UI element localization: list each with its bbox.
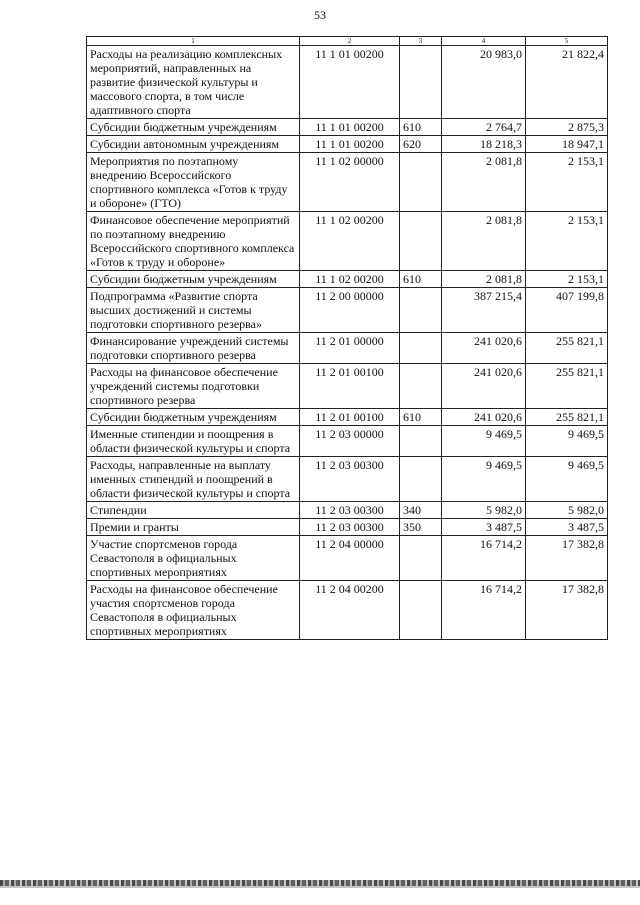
row-name-cell: Стипендии xyxy=(87,502,300,519)
row-code-cell: 11 2 04 00200 xyxy=(300,581,400,640)
row-amount-2-cell: 255 821,1 xyxy=(526,333,608,364)
row-amount-1-cell: 9 469,5 xyxy=(442,426,526,457)
row-expense-type-cell: 610 xyxy=(400,271,442,288)
row-amount-2-cell: 21 822,4 xyxy=(526,46,608,119)
row-expense-type-cell: 340 xyxy=(400,502,442,519)
row-expense-type-cell: 610 xyxy=(400,119,442,136)
row-amount-1-cell: 387 215,4 xyxy=(442,288,526,333)
row-amount-2-cell: 9 469,5 xyxy=(526,426,608,457)
row-code-cell: 11 1 02 00200 xyxy=(300,271,400,288)
header-col-5: 5 xyxy=(526,37,608,46)
row-expense-type-cell xyxy=(400,536,442,581)
row-name-cell: Субсидии автономным учреждениям xyxy=(87,136,300,153)
row-code-cell: 11 2 04 00000 xyxy=(300,536,400,581)
table-row xyxy=(87,409,608,426)
table-row xyxy=(87,153,608,212)
row-code-cell: 11 2 03 00300 xyxy=(300,457,400,502)
table-row xyxy=(87,288,608,333)
row-amount-1-cell: 241 020,6 xyxy=(442,364,526,409)
row-name-cell: Расходы, направленные на выплату именных стипендий и поощрений в области физической культуры и спорта xyxy=(87,457,300,502)
row-amount-1-cell: 16 714,2 xyxy=(442,536,526,581)
row-code-cell: 11 2 03 00300 xyxy=(300,519,400,536)
row-name-cell: Расходы на реализацию комплексных мероприятий, направленных на развитие физической культуры и массового спорта, в том числе адаптивного спорта xyxy=(87,46,300,119)
row-amount-1-cell: 241 020,6 xyxy=(442,333,526,364)
row-code-cell: 11 2 03 00300 xyxy=(300,502,400,519)
row-amount-2-cell: 5 982,0 xyxy=(526,502,608,519)
row-expense-type-cell xyxy=(400,153,442,212)
scan-artifact-line xyxy=(0,886,640,888)
row-amount-2-cell: 2 153,1 xyxy=(526,271,608,288)
row-expense-type-cell xyxy=(400,364,442,409)
row-expense-type-cell xyxy=(400,426,442,457)
table-row xyxy=(87,46,608,119)
row-name-cell: Именные стипендии и поощрения в области физической культуры и спорта xyxy=(87,426,300,457)
row-amount-1-cell: 18 218,3 xyxy=(442,136,526,153)
row-amount-2-cell: 2 153,1 xyxy=(526,212,608,271)
row-name-cell: Субсидии бюджетным учреждениям xyxy=(87,119,300,136)
row-amount-1-cell: 241 020,6 xyxy=(442,409,526,426)
budget-table xyxy=(86,36,608,640)
row-expense-type-cell xyxy=(400,333,442,364)
table-row xyxy=(87,212,608,271)
table-row xyxy=(87,519,608,536)
row-amount-1-cell: 16 714,2 xyxy=(442,581,526,640)
row-expense-type-cell: 620 xyxy=(400,136,442,153)
row-amount-2-cell: 18 947,1 xyxy=(526,136,608,153)
row-name-cell: Субсидии бюджетным учреждениям xyxy=(87,409,300,426)
row-code-cell: 11 1 01 00200 xyxy=(300,136,400,153)
row-amount-2-cell: 255 821,1 xyxy=(526,364,608,409)
table-row xyxy=(87,119,608,136)
row-amount-1-cell: 2 081,8 xyxy=(442,212,526,271)
row-code-cell: 11 2 03 00000 xyxy=(300,426,400,457)
row-amount-1-cell: 5 982,0 xyxy=(442,502,526,519)
table-row xyxy=(87,136,608,153)
table-row xyxy=(87,364,608,409)
table-row xyxy=(87,333,608,364)
page-number: 53 xyxy=(314,8,326,22)
row-amount-1-cell: 9 469,5 xyxy=(442,457,526,502)
row-expense-type-cell xyxy=(400,212,442,271)
row-code-cell: 11 2 01 00100 xyxy=(300,364,400,409)
row-amount-1-cell: 2 081,8 xyxy=(442,153,526,212)
row-amount-2-cell: 17 382,8 xyxy=(526,581,608,640)
header-col-2: 2 xyxy=(300,37,400,46)
row-code-cell: 11 1 02 00200 xyxy=(300,212,400,271)
row-expense-type-cell xyxy=(400,581,442,640)
table-row xyxy=(87,271,608,288)
row-amount-1-cell: 2 764,7 xyxy=(442,119,526,136)
row-amount-2-cell: 255 821,1 xyxy=(526,409,608,426)
row-name-cell: Расходы на финансовое обеспечение учреждений системы подготовки спортивного резерва xyxy=(87,364,300,409)
row-name-cell: Участие спортсменов города Севастополя в официальных спортивных мероприятиях xyxy=(87,536,300,581)
row-amount-2-cell: 2 153,1 xyxy=(526,153,608,212)
row-name-cell: Подпрограмма «Развитие спорта высших достижений и системы подготовки спортивного резерва» xyxy=(87,288,300,333)
row-expense-type-cell: 350 xyxy=(400,519,442,536)
row-name-cell: Финансирование учреждений системы подготовки спортивного резерва xyxy=(87,333,300,364)
row-amount-1-cell: 20 983,0 xyxy=(442,46,526,119)
row-code-cell: 11 1 01 00200 xyxy=(300,119,400,136)
header-col-1: 1 xyxy=(87,37,300,46)
table-row xyxy=(87,581,608,640)
row-expense-type-cell xyxy=(400,288,442,333)
row-code-cell: 11 1 02 00000 xyxy=(300,153,400,212)
row-amount-2-cell: 3 487,5 xyxy=(526,519,608,536)
row-amount-2-cell: 407 199,8 xyxy=(526,288,608,333)
row-expense-type-cell xyxy=(400,46,442,119)
table-header-row xyxy=(87,37,608,46)
row-amount-1-cell: 3 487,5 xyxy=(442,519,526,536)
row-name-cell: Субсидии бюджетным учреждениям xyxy=(87,271,300,288)
header-col-4: 4 xyxy=(442,37,526,46)
table-row xyxy=(87,457,608,502)
table-row xyxy=(87,426,608,457)
row-expense-type-cell: 610 xyxy=(400,409,442,426)
row-code-cell: 11 2 00 00000 xyxy=(300,288,400,333)
row-name-cell: Мероприятия по поэтапному внедрению Всероссийского спортивного комплекса «Готов к труду и обороне» (ГТО) xyxy=(87,153,300,212)
row-amount-2-cell: 9 469,5 xyxy=(526,457,608,502)
row-amount-2-cell: 17 382,8 xyxy=(526,536,608,581)
table-row xyxy=(87,502,608,519)
header-col-3: 3 xyxy=(400,37,442,46)
row-amount-2-cell: 2 875,3 xyxy=(526,119,608,136)
row-name-cell: Финансовое обеспечение мероприятий по поэтапному внедрению Всероссийского спортивного комплекса «Готов к труду и обороне» xyxy=(87,212,300,271)
row-name-cell: Расходы на финансовое обеспечение участия спортсменов города Севастополя в официальных спортивных мероприятиях xyxy=(87,581,300,640)
row-code-cell: 11 1 01 00200 xyxy=(300,46,400,119)
row-expense-type-cell xyxy=(400,457,442,502)
row-code-cell: 11 2 01 00100 xyxy=(300,409,400,426)
row-name-cell: Премии и гранты xyxy=(87,519,300,536)
row-code-cell: 11 2 01 00000 xyxy=(300,333,400,364)
table-row xyxy=(87,536,608,581)
row-amount-1-cell: 2 081,8 xyxy=(442,271,526,288)
